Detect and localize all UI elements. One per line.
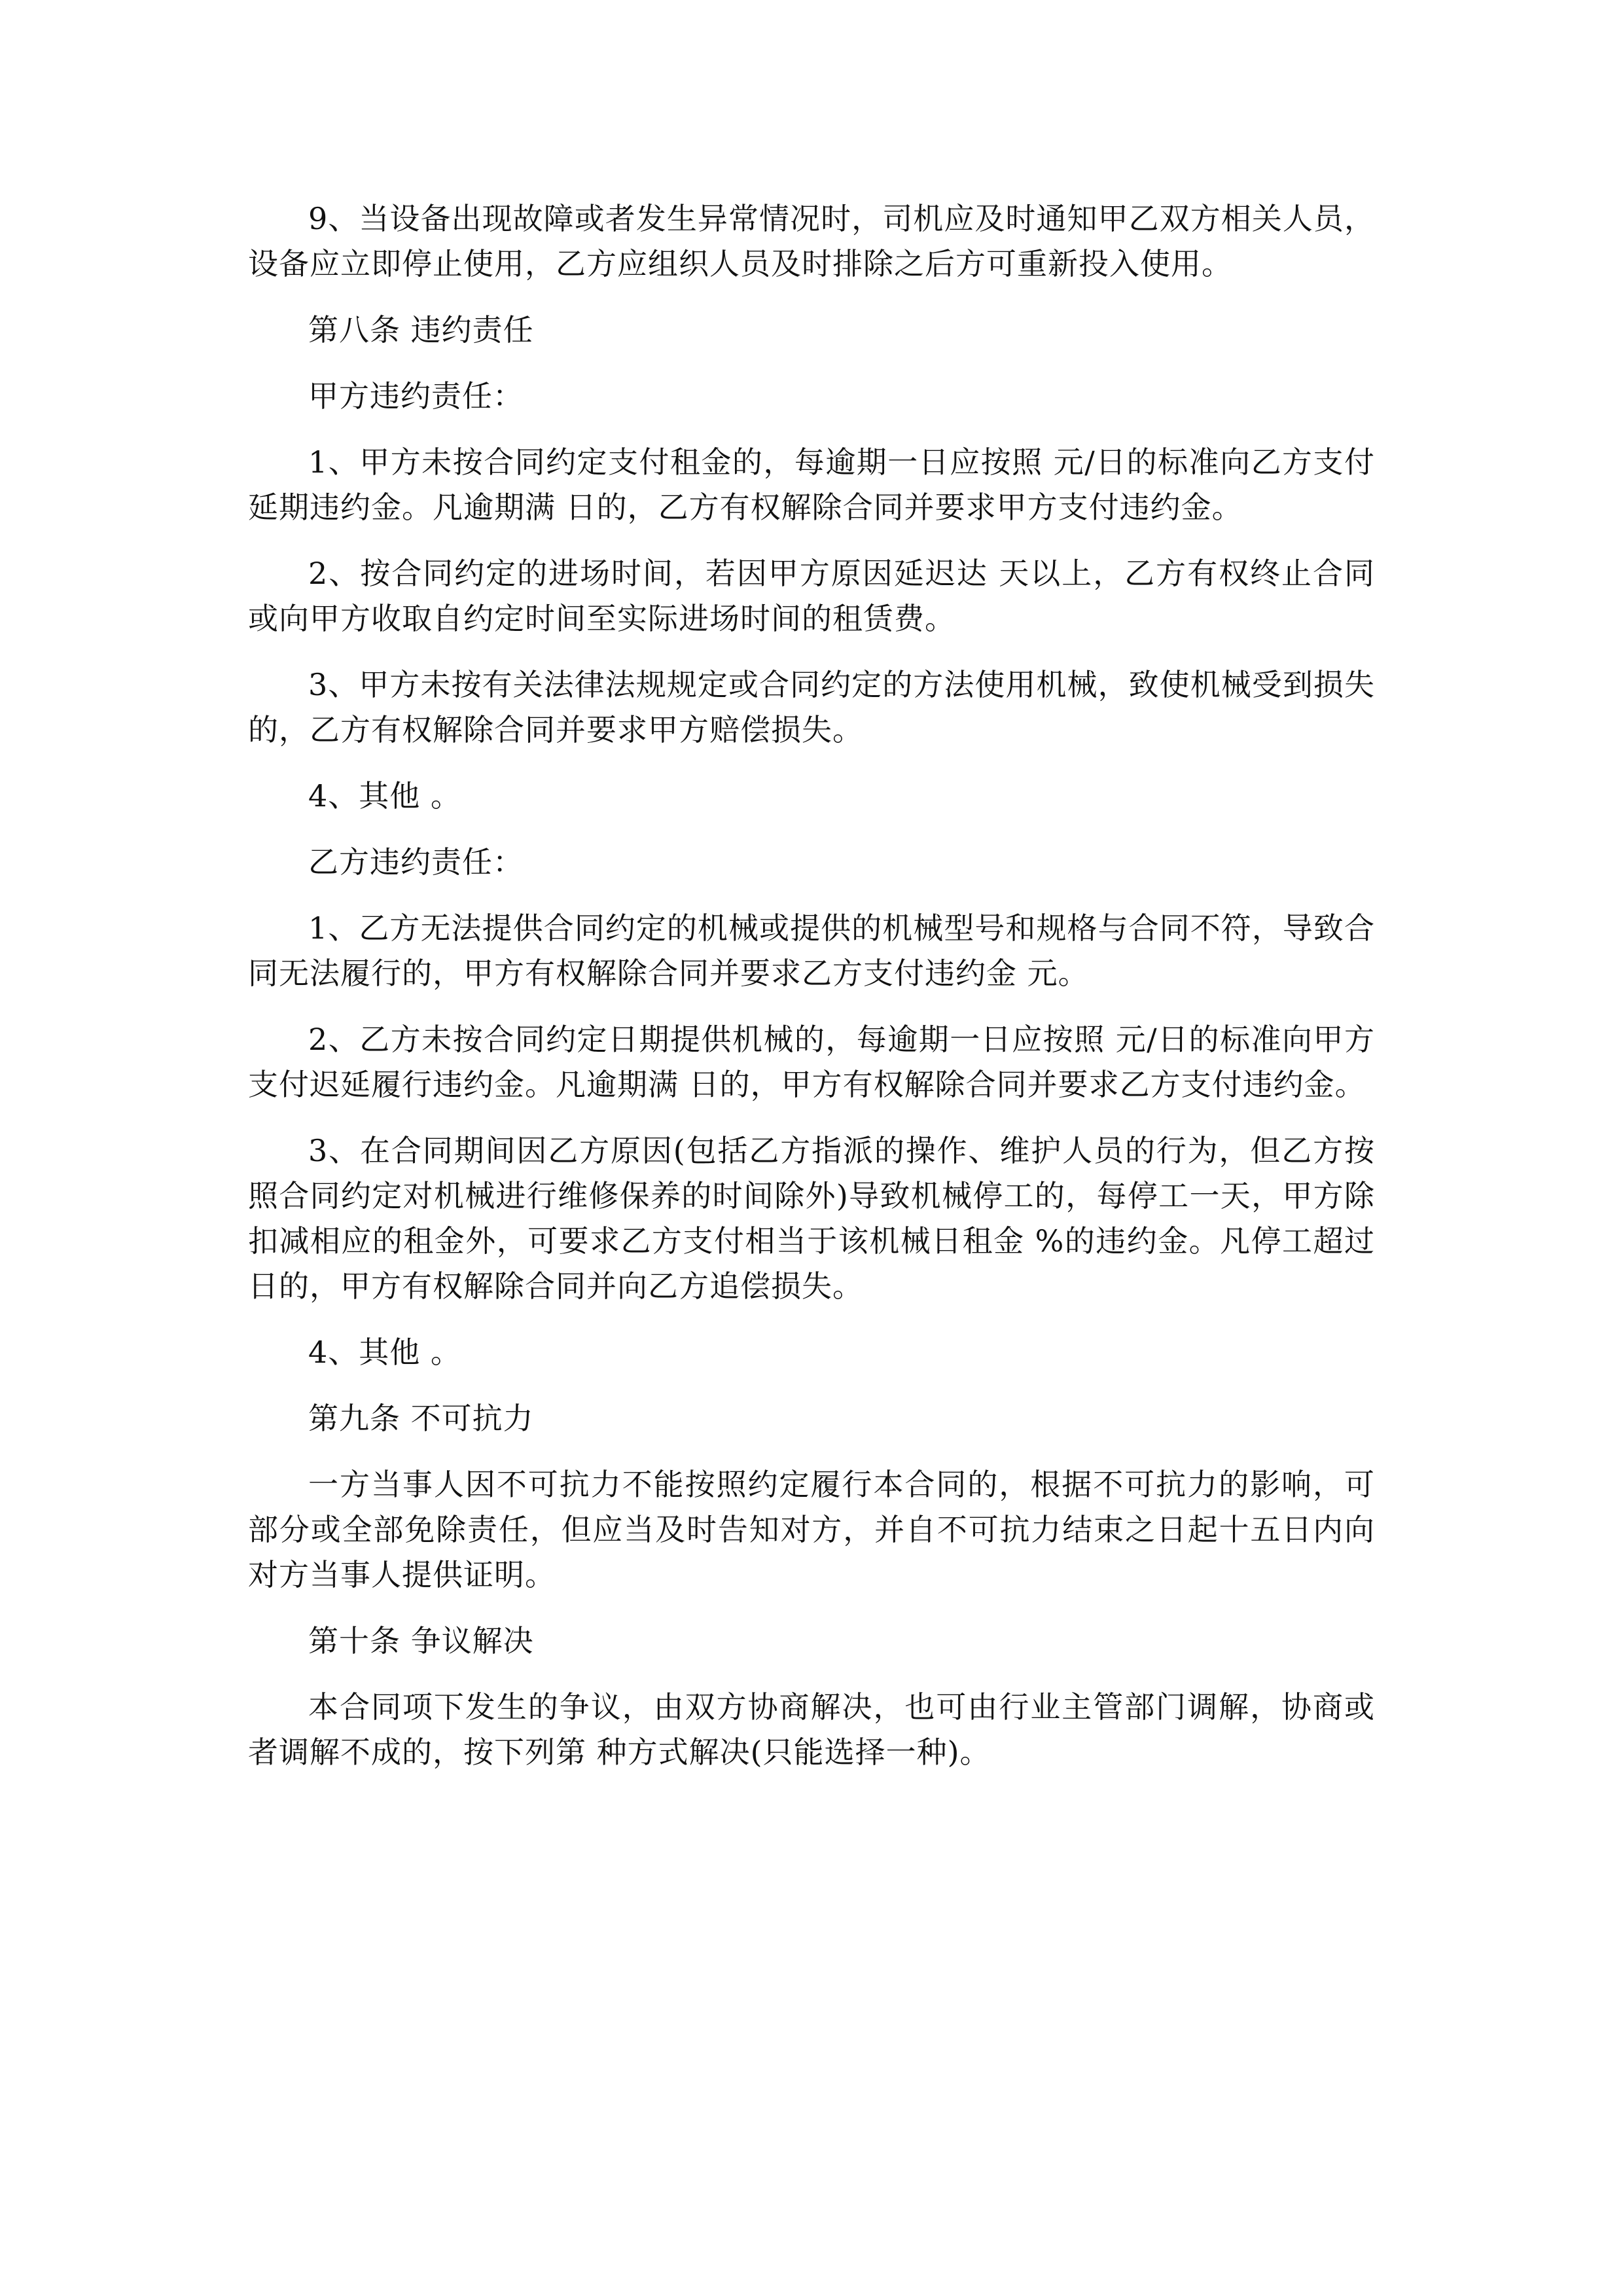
party-b-clause-2: 2、乙方未按合同约定日期提供机械的，每逾期一日应按照 元/日的标准向甲方支付迟延履行违约金。凡逾期满 日的，甲方有权解除合同并要求乙方支付违约金。 <box>248 1022 1375 1102</box>
party-a-clause-4: 4、其他 。 <box>308 778 461 814</box>
article-9-heading: 第九条 不可抗力 <box>308 1401 534 1436</box>
force-majeure-clause: 一方当事人因不可抗力不能按照约定履行本合同的，根据不可抗力的影响，可部分或全部免除责任，但应当及时告知对方，并自不可抗力结束之日起十五日内向对方当事人提供证明。 <box>248 1467 1375 1592</box>
party-a-clause-3: 3、甲方未按有关法律法规规定或合同约定的方法使用机械，致使机械受到损失的，乙方有权解除合同并要求甲方赔偿损失。 <box>248 667 1375 747</box>
clause-9-equipment-fault: 9、当设备出现故障或者发生异常情况时，司机应及时通知甲乙双方相关人员，设备应立即停止使用，乙方应组织人员及时排除之后方可重新投入使用。 <box>248 201 1375 281</box>
party-b-clause-3: 3、在合同期间因乙方原因(包括乙方指派的操作、维护人员的行为，但乙方按照合同约定对机械进行维修保养的时间除外)导致机械停工的，每停工一天，甲方除扣减相应的租金外，可要求乙方支付相当于该机械日租金 %的违约金。凡停工超过 日的，甲方有权解除合同并向乙方追偿损失。 <box>248 1133 1375 1304</box>
article-10-heading: 第十条 争议解决 <box>308 1623 534 1659</box>
dispute-resolution-clause: 本合同项下发生的争议，由双方协商解决，也可由行业主管部门调解，协商或者调解不成的，按下列第 种方式解决(只能选择一种)。 <box>248 1689 1375 1770</box>
party-b-clause-4: 4、其他 。 <box>308 1335 461 1370</box>
party-a-liability-heading: 甲方违约责任： <box>308 378 524 414</box>
party-a-clause-2: 2、按合同约定的进场时间，若因甲方原因延迟达 天以上，乙方有权终止合同或向甲方收取自约定时间至实际进场时间的租赁费。 <box>248 556 1375 636</box>
document-body <box>248 196 1375 1796</box>
party-b-liability-heading: 乙方违约责任： <box>308 844 524 880</box>
article-8-heading: 第八条 违约责任 <box>308 312 534 348</box>
party-b-clause-1: 1、乙方无法提供合同约定的机械或提供的机械型号和规格与合同不符，导致合同无法履行的，甲方有权解除合同并要求乙方支付违约金 元。 <box>248 910 1375 991</box>
party-a-clause-1: 1、甲方未按合同约定支付租金的，每逾期一日应按照 元/日的标准向乙方支付延期违约金。凡逾期满 日的，乙方有权解除合同并要求甲方支付违约金。 <box>248 444 1375 525</box>
